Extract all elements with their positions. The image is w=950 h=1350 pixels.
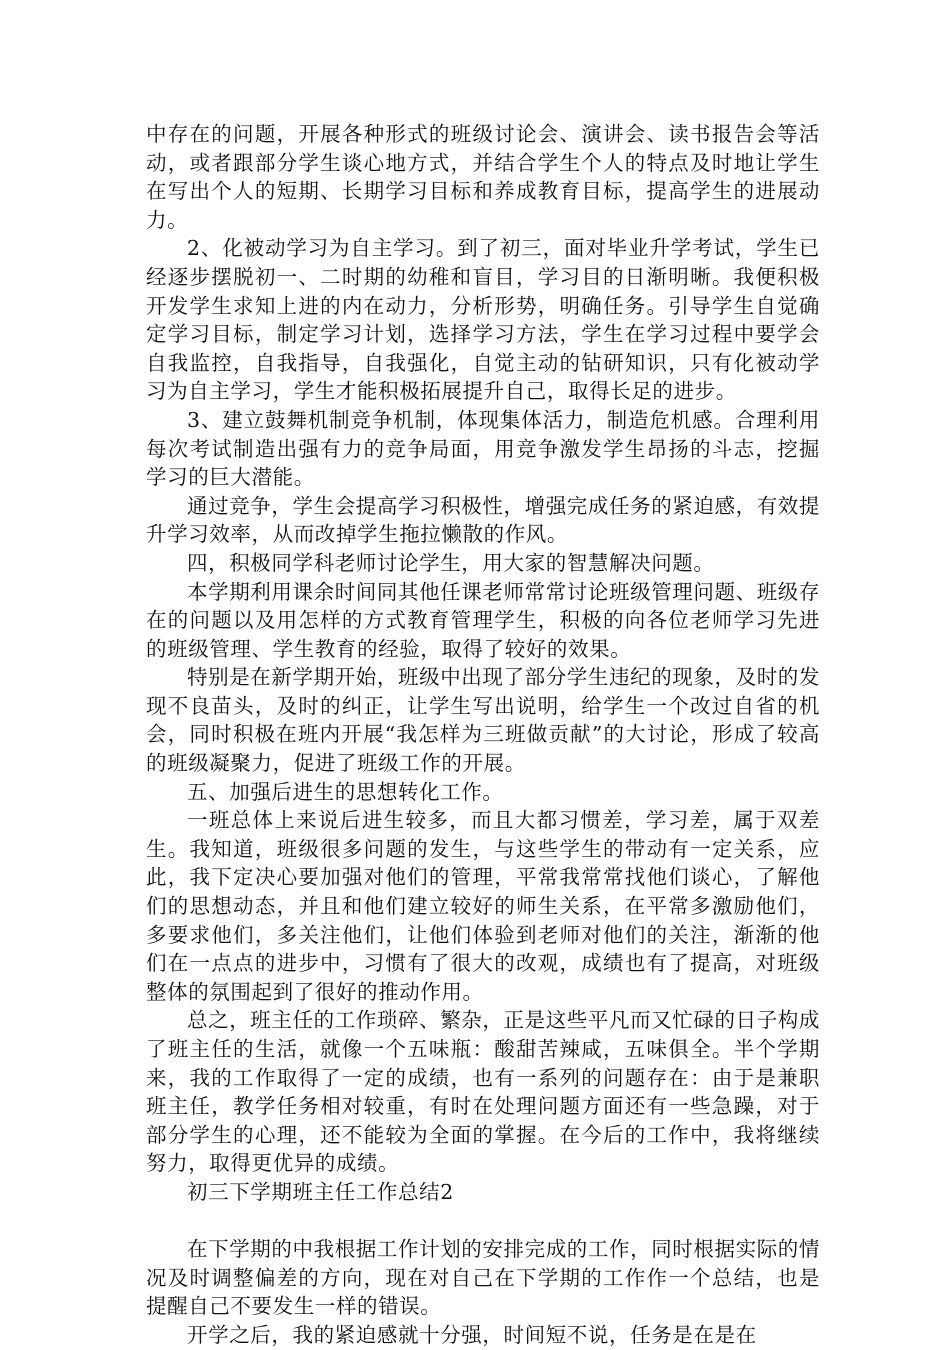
paragraph-12: 在下学期的中我根据工作计划的安排完成的工作，同时根据实际的情况及时调整偏差的方向，现在对自己在下学期的工作作一个总结，也是提醒自己不要发生一样的错误。 xyxy=(146,1237,820,1319)
document-page xyxy=(146,120,820,1350)
paragraph-6: 本学期利用课余时间同其他任课老师常常讨论班级管理问题、班级存在的问题以及用怎样的方式教育管理学生，积极的向各位老师学习先进的班级管理、学生教育的经验，取得了较好的效果。 xyxy=(146,579,820,661)
paragraph-10: 总之，班主任的工作琐碎、繁杂，正是这些平凡而又忙碌的日子构成了班主任的生活，就像一个五味瓶：酸甜苦辣咸，五味俱全。半个学期来，我的工作取得了一定的成绩，也有一系列的问题存在：由于是兼职班主任，教学任务相对较重，有时在处理问题方面还有一些急躁，对于部分学生的心理，还不能较为全面的掌握。在今后的工作中，我将继续努力，取得更优异的成绩。 xyxy=(146,1008,820,1176)
paragraph-9: 一班总体上来说后进生较多，而且大都习惯差，学习差，属于双差生。我知道，班级很多问题的发生，与这些学生的带动有一定关系，应此，我下定决心要加强对他们的管理，平常我常常找他们谈心，了解他们的思想动态，并且和他们建立较好的师生关系，在平常多激励他们，多要求他们，多关注他们，让他们体验到老师对他们的关注，渐渐的他们在一点点的进步中，习惯有了很大的改观，成绩也有了提高，对班级整体的氛围起到了很好的推动作用。 xyxy=(146,808,820,1004)
paragraph-2: 2、化被动学习为自主学习。到了初三，面对毕业升学考试，学生已经逐步摆脱初一、二时期的幼稚和盲目，学习目的日渐明晰。我便积极开发学生求知上进的内在动力，分析形势，明确任务。引导学生自觉确定学习目标，制定学习计划，选择学习方法，学生在学习过程中要学会自我监控，自我指导，自我强化，自觉主动的钻研知识，只有化被动学习为自主学习，学生才能积极拓展提升自己，取得长足的进步。 xyxy=(146,236,820,404)
paragraph-13: 开学之后，我的紧迫感就十分强，时间短不说，任务是在是在 xyxy=(187,1322,757,1347)
section-title: 初三下学期班主任工作总结2 xyxy=(187,1179,454,1204)
paragraph-5-heading: 四，积极同学科老师讨论学生，用大家的智慧解决问题。 xyxy=(187,550,715,575)
paragraph-7: 特别是在新学期开始，班级中出现了部分学生违纪的现象，及时的发现不良苗头，及时的纠正，让学生写出说明，给学生一个改过自省的机会，同时积极在班内开展“我怎样为三班做贡献”的大讨论，形成了较高的班级凝聚力，促进了班级工作的开展。 xyxy=(146,665,820,776)
paragraph-1: 中存在的问题，开展各种形式的班级讨论会、演讲会、读书报告会等活动，或者跟部分学生谈心地方式，并结合学生个人的特点及时地让学生在写出个人的短期、长期学习目标和养成教育目标，提高学生的进展动力。 xyxy=(146,122,820,232)
paragraph-4: 通过竞争，学生会提高学习积极性，增强完成任务的紧迫感，有效提升学习效率，从而改掉学生拖拉懒散的作风。 xyxy=(146,493,820,547)
blank-line xyxy=(146,1207,820,1236)
paragraph-8-heading: 五、加强后进生的思想转化工作。 xyxy=(187,779,504,804)
paragraph-3: 3、建立鼓舞机制竞争机制，体现集体活力，制造危机感。合理利用每次考试制造出强有力的竞争局面，用竞争激发学生昂扬的斗志，挖掘学习的巨大潜能。 xyxy=(146,407,820,490)
